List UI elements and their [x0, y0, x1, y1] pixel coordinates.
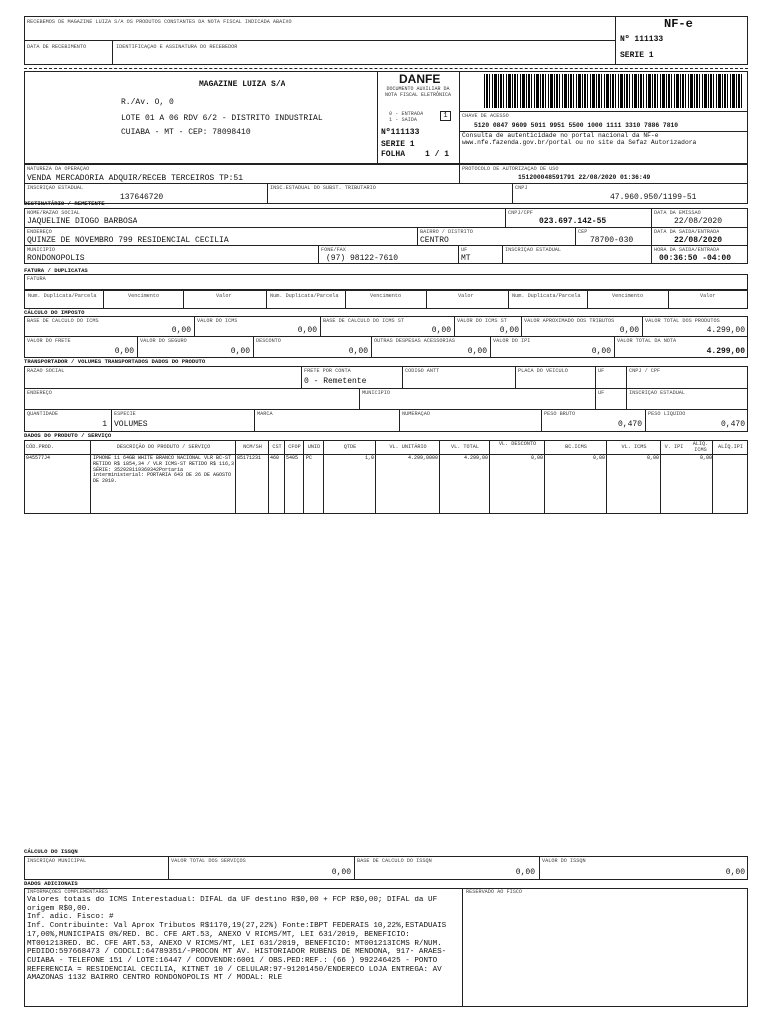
- base-icms-value: 0,00: [171, 326, 191, 335]
- discount-label: DESCONTO: [256, 338, 281, 344]
- issuer-cnpj-value: 47.960.950/1199-51: [610, 193, 697, 202]
- qty-value: 1: [102, 420, 107, 429]
- fisco-label: RESERVADO AO FISCO: [466, 889, 523, 895]
- carrier-cnpj-label: CNPJ / CPF: [629, 368, 661, 374]
- access-key: 5120 0847 9609 5011 9951 5500 1000 1111 3310 7886 7810: [474, 122, 679, 129]
- product-ncm: 85171231: [237, 455, 262, 461]
- danfe-title: DANFE: [399, 73, 441, 86]
- issqn-section: CÁLCULO DO ISSQN: [24, 848, 78, 855]
- total-value: 4.299,00: [706, 347, 745, 356]
- exit-date-value: 22/08/2020: [674, 236, 723, 245]
- product-total: 4.299,00: [463, 455, 488, 461]
- species-label: ESPÉCIE: [114, 411, 136, 417]
- invoice-col-num-2: Num. Duplicata/Parcela: [270, 293, 339, 299]
- danfe-sheet-label: FOLHA: [381, 150, 406, 159]
- district-label: BAIRRO / DISTRITO: [420, 229, 473, 235]
- ie-subst-label: INSC.ESTADUAL DO SUBST. TRIBUTÁRIO: [270, 185, 376, 191]
- issqn-services-value: 0,00: [331, 868, 351, 877]
- issuer-address-1: R./Av. O, 0: [121, 98, 174, 107]
- invoice-col-num-1: Num. Duplicata/Parcela: [28, 293, 97, 299]
- invoice-col-num-3: Num. Duplicata/Parcela: [512, 293, 581, 299]
- product-icms: 0,00: [646, 455, 659, 461]
- nature-label: NATUREZA DA OPERAÇÃO: [27, 166, 90, 172]
- recipient-address-label: ENDEREÇO: [27, 229, 52, 235]
- danfe-entry: 0 - ENTRADA: [389, 111, 424, 117]
- products-label: VALOR TOTAL DOS PRODUTOS: [645, 318, 720, 324]
- invoice-col-val-2: Valor: [458, 293, 474, 299]
- info-label: INFORMAÇÕES COMPLEMENTARES: [27, 889, 108, 895]
- danfe-number: Nº111133: [381, 128, 420, 137]
- city-value: RONDONOPOLIS: [27, 254, 85, 263]
- numbering-label: NUMERAÇÃO: [402, 411, 431, 417]
- issqn-services-label: VALOR TOTAL DOS SERVIÇOS: [171, 858, 246, 864]
- access-key-label: CHAVE DE ACESSO: [462, 113, 509, 119]
- products-section: DADOS DO PRODUTO / SERVIÇO: [24, 432, 112, 439]
- uf-value: MT: [461, 254, 471, 263]
- col-aliq-ipi: ALÍQ.IPI: [718, 444, 743, 450]
- approx-value: 0,00: [619, 326, 639, 335]
- icms-label: VALOR DO ICMS: [197, 318, 238, 324]
- icms-st-label: VALOR DO ICMS ST: [457, 318, 507, 324]
- brand-label: MARCA: [257, 411, 273, 417]
- danfe-series: SÉRIE 1: [381, 140, 415, 149]
- city-label: MUNICÍPIO: [27, 247, 56, 253]
- approx-label: VALOR APROXIMADO DOS TRIBUTOS: [524, 318, 615, 324]
- phone-label: FONE/FAX: [321, 247, 346, 253]
- recipient-ie-label: INSCRIÇÃO ESTADUAL: [505, 247, 562, 253]
- danfe-type-value: 1: [443, 112, 448, 120]
- protocol-label: PROTOCOLO DE AUTORIZAÇÃO DE USO: [462, 166, 559, 172]
- emission-label: DATA DA EMISSÃO: [654, 210, 701, 216]
- col-bc-icms: BC.ICMS: [565, 444, 587, 450]
- col-aliq-icms: ALÍQ. ICMS: [692, 441, 709, 453]
- issqn-base-label: BASE DE CÁLCULO DO ISSQN: [357, 858, 432, 864]
- other-label: OUTRAS DESPESAS ACESSÓRIAS: [374, 338, 455, 344]
- district-value: CENTRO: [420, 236, 449, 245]
- carrier-uf-label: UF: [598, 368, 605, 374]
- exit-time-value: 00:36:50 -04:00: [659, 254, 732, 263]
- insurance-label: VALOR DO SEGURO: [140, 338, 187, 344]
- col-discount: VL. DESCONTO: [498, 441, 537, 447]
- product-qty: 1,0: [364, 455, 374, 461]
- cep-label: CEP: [578, 229, 588, 235]
- ipi-label: VALOR DO IPI: [493, 338, 531, 344]
- base-icms-label: BASE DE CÁLCULO DO ICMS: [27, 318, 99, 324]
- product-unit-value: 4.299,0000: [407, 455, 438, 461]
- discount-value: 0,00: [348, 347, 368, 356]
- issuer-cnpj-label: CNPJ: [515, 185, 528, 191]
- issqn-value-label: VALOR DO ISSQN: [542, 858, 586, 864]
- net-value: 0,470: [720, 420, 745, 429]
- product-cfop: 5405: [286, 455, 299, 461]
- danfe-type-box: [440, 111, 451, 121]
- col-description: DESCRIÇÃO DO PRODUTO / SERVIÇO: [116, 444, 211, 450]
- invoice-label: FATURA: [27, 276, 46, 282]
- exit-time-label: HORA DA SAÍDA/ENTRADA: [654, 247, 720, 253]
- receipt-date-label: DATA DE RECEBIMENTO: [27, 44, 87, 50]
- recipient-cpf: 023.697.142-55: [539, 217, 607, 226]
- product-discount: 0,00: [530, 455, 543, 461]
- receipt-statement: RECEBEMOS DE MAGAZINE LUIZA S/A OS PRODUTOS CONSTANTES DA NOTA FISCAL INDICADA ABAIXO: [27, 19, 292, 25]
- issuer-ie-value: 137646720: [120, 193, 164, 202]
- cut-line: [24, 68, 748, 69]
- insurance-value: 0,00: [230, 347, 250, 356]
- barcode: [484, 74, 744, 108]
- gross-value: 0,470: [617, 420, 642, 429]
- freight-value: 0,00: [114, 347, 134, 356]
- invoice-label-box: [24, 274, 748, 290]
- carrier-name-label: RAZÃO SOCIAL: [27, 368, 65, 374]
- cep-value: 78700-030: [590, 236, 634, 245]
- nature-value: VENDA MERCADORIA ADQUIR/RECEB TERCEIROS TP:51: [27, 174, 244, 183]
- issuer-name: MAGAZINE LUIZA S/A: [199, 80, 286, 89]
- product-description: IPHONE 11 64GB WHITE BRANCO NACIONAL VLR BC-ST RETIDO R$ 1854,34 / VLR ICMS-ST RETIDO R$ 116,3 SÉRIE: 352928119369342Portaria interministerial: PORTARIA 643 DE 26 DE AGOSTO DE 2010.: [93, 455, 235, 485]
- invoice-col-due-3: Vencimento: [612, 293, 644, 299]
- receipt-number: Nº 111133: [620, 35, 664, 44]
- freight-mode-value: 0 - Remetente: [304, 377, 367, 386]
- emission-value: 22/08/2020: [674, 217, 723, 226]
- ipi-value: 0,00: [591, 347, 611, 356]
- col-cst: CST: [272, 444, 282, 450]
- product-bc-icms: 0,00: [592, 455, 605, 461]
- phone-value: (97) 98122-7610: [326, 254, 399, 263]
- tax-section: CÁLCULO DO IMPOSTO: [24, 309, 85, 316]
- product-unit: PC: [306, 455, 313, 461]
- protocol-value: 151200048591791 22/08/2020 01:36:49: [518, 174, 651, 181]
- col-cfop: CFOP: [288, 444, 301, 450]
- uf-label: UF: [461, 247, 468, 253]
- danfe-exit: 1 - SAÍDA: [389, 117, 418, 123]
- receipt-signature-label: IDENTIFICAÇÃO E ASSINATURA DO RECEBEDOR: [116, 44, 238, 50]
- invoice-col-val-1: Valor: [216, 293, 232, 299]
- product-code: 045577J4: [26, 455, 51, 461]
- invoice-section: FATURA / DUPLICATAS: [24, 267, 88, 274]
- total-label: VALOR TOTAL DA NOTA: [617, 338, 677, 344]
- icms-value: 0,00: [297, 326, 317, 335]
- col-unit: UNID: [307, 444, 321, 450]
- base-st-value: 0,00: [431, 326, 451, 335]
- gross-label: PESO BRUTO: [544, 411, 576, 417]
- issuer-ie-label: INSCRIÇÃO ESTADUAL: [27, 185, 84, 191]
- net-label: PESO LÍQUIDO: [648, 411, 686, 417]
- col-code: CÓD.PROD.: [26, 444, 55, 450]
- issqn-value: 0,00: [725, 868, 745, 877]
- transport-section: TRANSPORTADOR / VOLUMES TRANSPORTADOS DADOS DO PRODUTO: [24, 358, 206, 365]
- recipient-cpf-label: CNPJ/CPF: [508, 210, 533, 216]
- col-ncm: NCM/SH: [243, 444, 262, 450]
- product-aliq-icms: 0,00: [699, 455, 712, 461]
- recipient-name: JAQUELINE DIOGO BARBOSA: [27, 217, 138, 226]
- recipient-name-label: NOME/RAZÃO SOCIAL: [27, 210, 80, 216]
- products-value: 4.299,00: [706, 326, 745, 335]
- col-unit-value: VL. UNITÁRIO: [389, 444, 427, 450]
- issuer-address-2: LOTE 01 A 06 RDV 6/2 - DISTRITO INDUSTRIAL: [121, 114, 323, 123]
- col-icms: VL. ICMS: [621, 444, 647, 450]
- recipient-address: QUINZE DE NOVEMBRO 799 RESIDENCIAL CECILIA: [27, 236, 229, 245]
- invoice-col-due-2: Vencimento: [370, 293, 402, 299]
- freight-label: VALOR DO FRETE: [27, 338, 71, 344]
- antt-label: CÓDIGO ANTT: [405, 368, 440, 374]
- info-text: Valores totais do ICMS Interestadual: DIFAL da UF destino R$0,00 + FCP R$0,00; DIFAL da UF origem R$0,00. Inf. adic. Fisco: # Inf. Contribuinte: Val Aprox Tributos R$1170,19(27,22%) Fonte:IBPT FEDERAIS 10,22%,ESTADUAIS 17,00%,MUNICIPAIS 0%/RED. BC. CFE ART.53, ANEXO V RICMS/MT, LEI 631/2019, BENEFICIO: MT001213RED. BC. CFE ART.53, ANEXO V RICMS/MT, LEI 631/2019, BENEFICIO: MT001213ICMS R/NUM. PEDIDO:597668473 / CODCLI:64789351/-PROCON MT AV. HISTORIADOR RUBENS DE MENDONA, 917- ARAES- CUIABA - TELEFONE 151 / LOTE:16447 / CODVENDR:6001 / OBS.PED:REF.: (66 ) 992246425 - PONTO REFERENCIA = RESIDENCIAL CECILIA, KITNET 10 / CELULAR:97-91201450/ENDERECO LOJA ENTREGA: AV AMAZONAS 1132 BAIRRO CENTRO RONDONOPOLIS MT / MODAL: RLE: [27, 896, 447, 983]
- receipt-series: SÉRIE 1: [620, 51, 654, 60]
- issqn-base-value: 0,00: [515, 868, 535, 877]
- freight-mode-label: FRETE POR CONTA: [304, 368, 351, 374]
- invoice-col-due-1: Vencimento: [128, 293, 160, 299]
- qty-label: QUANTIDADE: [27, 411, 59, 417]
- recipient-section: DESTINATÁRIO / REMETENTE: [24, 200, 105, 207]
- col-total: VL. TOTAL: [450, 444, 480, 450]
- issqn-im-label: INSCRIÇÃO MUNICIPAL: [27, 858, 87, 864]
- col-qty: QTDE: [343, 444, 357, 450]
- issuer-address-3: CUIABA - MT - CEP: 78098410: [121, 128, 251, 137]
- plate-label: PLACA DO VEÍCULO: [518, 368, 568, 374]
- access-consult: Consulta de autenticidade no portal nacional da NF-e www.nfe.fazenda.gov.br/portal ou no site da Sefaz Autorizadora: [462, 132, 697, 147]
- product-cst: 460: [270, 455, 280, 461]
- base-st-label: BASE DE CÁLCULO DO ICMS ST: [323, 318, 404, 324]
- icms-st-value: 0,00: [499, 326, 519, 335]
- carrier-address-label: ENDEREÇO: [27, 390, 52, 396]
- invoice-col-val-3: Valor: [700, 293, 716, 299]
- exit-date-label: DATA DA SAÍDA/ENTRADA: [654, 229, 720, 235]
- other-value: 0,00: [467, 347, 487, 356]
- additional-section: DADOS ADICIONAIS: [24, 880, 78, 887]
- col-ipi: V. IPI: [664, 444, 684, 450]
- danfe-sheet: 1 / 1: [425, 150, 450, 159]
- carrier-ie-label: INSCRIÇÃO ESTADUAL: [629, 390, 686, 396]
- carrier-city-label: MUNICÍPIO: [362, 390, 391, 396]
- danfe-subtitle: DOCUMENTO AUXILIAR DA NOTA FISCAL ELETRÔNICA: [384, 86, 451, 98]
- carrier-uf2-label: UF: [598, 390, 605, 396]
- species-value: VOLUMES: [114, 420, 148, 429]
- nfe-title: NF-e: [664, 18, 693, 31]
